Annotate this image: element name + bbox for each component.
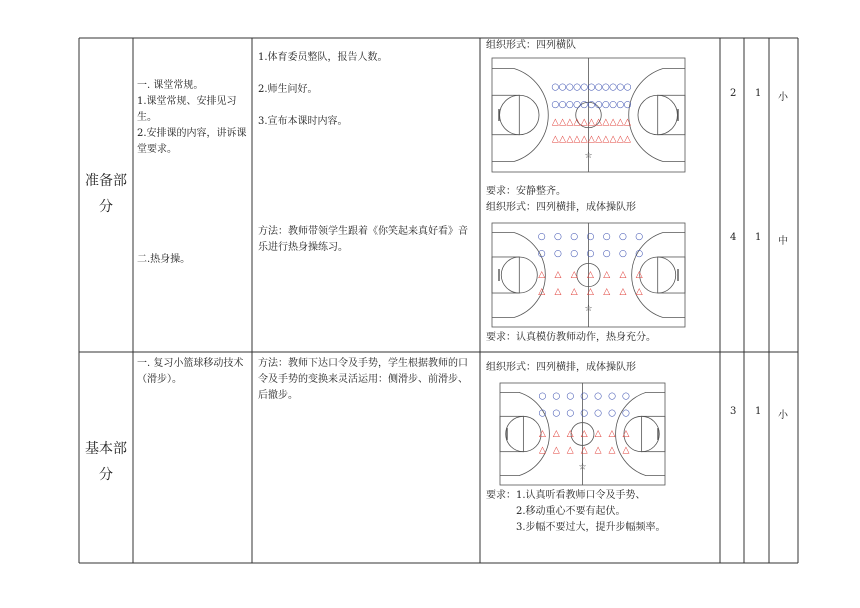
student-triangle-icon: △ [603, 270, 611, 281]
student-triangle-icon: △ [580, 445, 588, 456]
student-triangle-icon: △ [552, 445, 560, 456]
time-value: 3 [730, 406, 737, 417]
student-circle-icon: ○ [558, 82, 567, 93]
student-circle-icon: ○ [619, 248, 627, 259]
student-triangle-icon: △ [635, 270, 643, 281]
student-circle-icon: ○ [601, 99, 610, 110]
student-circle-icon: ○ [608, 391, 616, 402]
phase-label-basic: 基本部分 [85, 441, 127, 483]
student-circle-icon: ○ [573, 99, 581, 110]
student-triangle-icon: △ [552, 429, 560, 440]
count-value: 1 [755, 88, 762, 99]
student-triangle-icon: △ [559, 134, 567, 145]
student-circle-icon: ○ [587, 99, 596, 110]
student-circle-icon: ○ [586, 248, 595, 259]
student-triangle-icon: △ [566, 117, 574, 128]
court-diagram-2 [491, 222, 686, 328]
student-circle-icon: ○ [554, 248, 562, 259]
time-value: 4 [730, 232, 737, 243]
student-circle-icon: ○ [621, 391, 630, 402]
student-circle-icon: ○ [602, 231, 611, 242]
student-circle-icon: ○ [566, 391, 575, 402]
student-triangle-icon: △ [622, 445, 630, 456]
student-circle-icon: ○ [602, 248, 611, 259]
prep-content-line: 1.课堂常规、安排见习生。 [137, 96, 237, 123]
student-triangle-icon: △ [616, 117, 624, 128]
student-triangle-icon: △ [554, 270, 562, 281]
student-circle-icon: ○ [594, 408, 603, 419]
org2-title: 组织形式：四列横排，成体操队形 [486, 202, 636, 213]
student-triangle-icon: △ [587, 134, 595, 145]
basic-requirements [486, 488, 666, 536]
student-circle-icon: ○ [551, 99, 560, 110]
student-triangle-icon: △ [566, 134, 574, 145]
requirement-line: 要求：1.认真听看教师口令及手势、 [486, 490, 646, 501]
student-triangle-icon: △ [580, 134, 588, 145]
student-circle-icon: ○ [594, 82, 603, 93]
student-circle-icon: ○ [538, 408, 547, 419]
student-triangle-icon: △ [616, 134, 624, 145]
intensity-value: 小 [778, 92, 788, 103]
student-circle-icon: ○ [586, 231, 595, 242]
prep-method-line: 1.体育委员整队，报告人数。 [258, 52, 388, 63]
student-circle-icon: ○ [552, 408, 561, 419]
student-circle-icon: ○ [609, 99, 617, 110]
student-triangle-icon: △ [619, 270, 627, 281]
student-triangle-icon: △ [570, 287, 578, 298]
student-circle-icon: ○ [594, 391, 603, 402]
student-circle-icon: ○ [594, 99, 603, 110]
phase-label-prep: 准备部分 [85, 173, 127, 215]
student-triangle-icon: △ [608, 445, 616, 456]
student-triangle-icon: △ [594, 445, 602, 456]
student-triangle-icon: △ [538, 287, 546, 298]
basic-method: 方法：教师下达口令及手势，学生根据教师的口令及手势的变换来灵活运用：侧滑步、前滑步、后撤步。 [258, 358, 468, 401]
student-circle-icon: ○ [558, 99, 567, 110]
student-triangle-icon: △ [566, 429, 574, 440]
student-triangle-icon: △ [551, 134, 559, 145]
student-triangle-icon: △ [595, 134, 603, 145]
prep-method [258, 50, 476, 130]
prep-content-line: 2.安排课的内容，讲诉课堂要求。 [137, 128, 247, 155]
student-circle-icon: ○ [609, 82, 617, 93]
student-triangle-icon: △ [559, 117, 567, 128]
student-circle-icon: ○ [580, 82, 589, 93]
student-circle-icon: ○ [580, 408, 589, 419]
student-circle-icon: ○ [619, 231, 627, 242]
student-circle-icon: ○ [580, 99, 589, 110]
student-circle-icon: ○ [570, 248, 579, 259]
student-triangle-icon: △ [608, 429, 616, 440]
student-circle-icon: ○ [608, 408, 616, 419]
student-circle-icon: ○ [565, 99, 574, 110]
student-triangle-icon: △ [580, 429, 588, 440]
student-circle-icon: ○ [570, 231, 579, 242]
prep-content-line: 一. 课堂常规。 [137, 80, 204, 91]
org1-title: 组织形式：四列横队 [486, 40, 576, 51]
student-triangle-icon: △ [619, 287, 627, 298]
student-circle-icon: ○ [554, 231, 562, 242]
org1-requirement: 要求：安静整齐。 [486, 186, 566, 197]
student-triangle-icon: △ [573, 134, 581, 145]
student-circle-icon: ○ [601, 82, 610, 93]
student-circle-icon: ○ [573, 82, 581, 93]
org2-requirement: 要求：认真模仿教师动作，热身充分。 [486, 332, 656, 343]
student-triangle-icon: △ [551, 117, 559, 128]
requirement-line: 3.步幅不要过大，提升步幅频率。 [516, 522, 666, 533]
student-circle-icon: ○ [566, 408, 575, 419]
student-triangle-icon: △ [586, 270, 594, 281]
student-circle-icon: ○ [552, 391, 561, 402]
prep-method-line: 3.宣布本课时内容。 [258, 116, 348, 127]
student-triangle-icon: △ [573, 117, 581, 128]
prep-method-warmup: 方法：教师带领学生跟着《你笑起来真好看》音乐进行热身操练习。 [258, 226, 468, 253]
student-triangle-icon: △ [594, 429, 602, 440]
student-triangle-icon: △ [538, 429, 546, 440]
student-triangle-icon: △ [635, 287, 643, 298]
intensity-value: 小 [778, 410, 788, 421]
student-triangle-icon: △ [609, 134, 617, 145]
intensity-value: 中 [778, 236, 788, 247]
student-circle-icon: ○ [537, 248, 546, 259]
student-circle-icon: ○ [623, 99, 632, 110]
student-triangle-icon: △ [622, 429, 630, 440]
prep-method-line: 2.师生问好。 [258, 84, 318, 95]
student-triangle-icon: △ [570, 270, 578, 281]
teacher-star-icon: ☆ [578, 462, 587, 473]
student-circle-icon: ○ [580, 391, 589, 402]
student-circle-icon: ○ [635, 248, 644, 259]
count-value: 1 [755, 406, 762, 417]
court-diagram-1 [491, 57, 686, 173]
student-circle-icon: ○ [538, 391, 547, 402]
basic-content: 一. 复习小篮球移动技术（滑步）。 [137, 358, 244, 385]
basic-org-title: 组织形式：四列横排，成体操队形 [486, 362, 636, 373]
student-triangle-icon: △ [580, 117, 588, 128]
student-triangle-icon: △ [587, 117, 595, 128]
teacher-star-icon: ☆ [584, 150, 593, 161]
student-triangle-icon: △ [595, 117, 603, 128]
prep-content [137, 78, 249, 158]
student-triangle-icon: △ [609, 117, 617, 128]
requirement-line: 2.移动重心不要有起伏。 [516, 506, 626, 517]
count-value: 1 [755, 232, 762, 243]
student-triangle-icon: △ [602, 134, 610, 145]
student-circle-icon: ○ [616, 99, 625, 110]
student-circle-icon: ○ [551, 82, 560, 93]
prep-content-warmup: 二.热身操。 [137, 254, 191, 265]
student-triangle-icon: △ [538, 445, 546, 456]
student-triangle-icon: △ [603, 287, 611, 298]
student-circle-icon: ○ [616, 82, 625, 93]
student-triangle-icon: △ [538, 270, 546, 281]
student-circle-icon: ○ [621, 408, 630, 419]
court-diagram-3 [499, 382, 666, 486]
student-triangle-icon: △ [624, 117, 631, 128]
student-circle-icon: ○ [587, 82, 596, 93]
student-circle-icon: ○ [565, 82, 574, 93]
student-triangle-icon: △ [554, 287, 562, 298]
teacher-star-icon: ☆ [584, 304, 593, 315]
student-triangle-icon: △ [624, 134, 631, 145]
student-circle-icon: ○ [537, 231, 546, 242]
student-circle-icon: ○ [623, 82, 632, 93]
student-circle-icon: ○ [635, 231, 644, 242]
time-value: 2 [730, 88, 737, 99]
student-triangle-icon: △ [586, 287, 594, 298]
student-triangle-icon: △ [602, 117, 610, 128]
student-triangle-icon: △ [566, 445, 574, 456]
